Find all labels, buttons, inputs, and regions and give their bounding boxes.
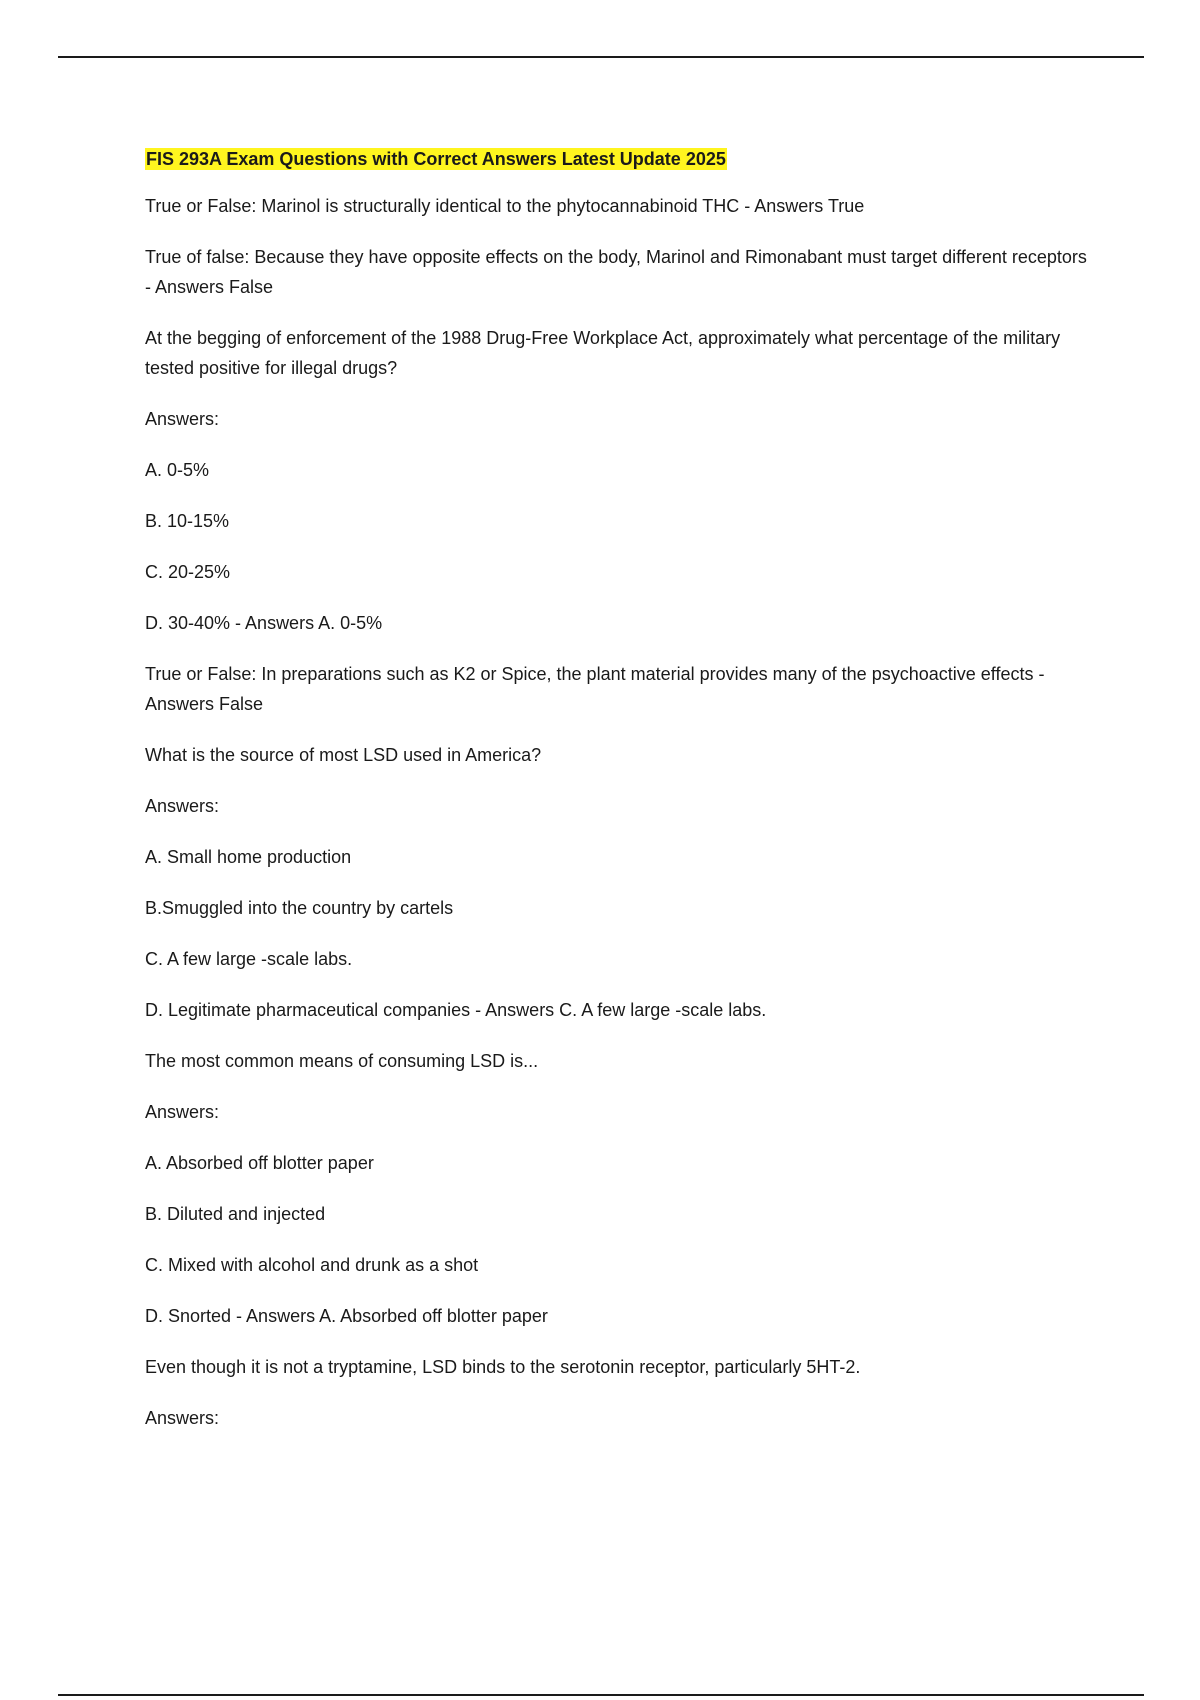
title-line xyxy=(145,146,1095,172)
option-a: A. Absorbed off blotter paper xyxy=(145,1153,374,1173)
paragraph-q6: The most common means of consuming LSD is... xyxy=(145,1051,539,1071)
paragraph-q4: True or False: In preparations such as K2 or Spice, the plant material provides many of the psychoactive effects - Answers False xyxy=(145,664,1049,714)
option-c: C. Mixed with alcohol and drunk as a shot xyxy=(145,1255,479,1275)
option-b: B. 10-15% xyxy=(145,511,230,531)
paragraph-q3: At the begging of enforcement of the 1988 Drug-Free Workplace Act, approximately what percentage of the military tested positive for illegal drugs? xyxy=(145,328,1066,378)
answers-label: Answers: xyxy=(145,1408,220,1428)
answers-label: Answers: xyxy=(145,796,220,816)
option-c: C. A few large -scale labs. xyxy=(145,949,353,969)
option-d-answer: D. Legitimate pharmaceutical companies - Answers C. A few large -scale labs. xyxy=(145,1000,767,1020)
option-c: C. 20-25% xyxy=(145,562,231,582)
paragraph-q2: True of false: Because they have opposite effects on the body, Marinol and Rimonabant must target different receptors - Answers False xyxy=(145,247,1092,297)
bottom-rule xyxy=(58,1694,1144,1696)
document-title: FIS 293A Exam Questions with Correct Answers Latest Update 2025 xyxy=(146,149,726,169)
option-a: A. 0-5% xyxy=(145,460,210,480)
paragraph-q1: True or False: Marinol is structurally identical to the phytocannabinoid THC - Answers True xyxy=(145,196,865,216)
paragraph-q7: Even though it is not a tryptamine, LSD binds to the serotonin receptor, particularly 5HT-2. xyxy=(145,1357,861,1377)
option-b: B. Diluted and injected xyxy=(145,1204,326,1224)
answers-label: Answers: xyxy=(145,409,220,429)
option-a: A. Small home production xyxy=(145,847,352,867)
document-body xyxy=(145,146,1095,1454)
option-b: B.Smuggled into the country by cartels xyxy=(145,898,454,918)
option-d-answer: D. 30-40% - Answers A. 0-5% xyxy=(145,613,383,633)
top-rule xyxy=(58,56,1144,58)
answers-label: Answers: xyxy=(145,1102,220,1122)
option-d-answer: D. Snorted - Answers A. Absorbed off blotter paper xyxy=(145,1306,548,1326)
paragraph-q5: What is the source of most LSD used in America? xyxy=(145,745,542,765)
